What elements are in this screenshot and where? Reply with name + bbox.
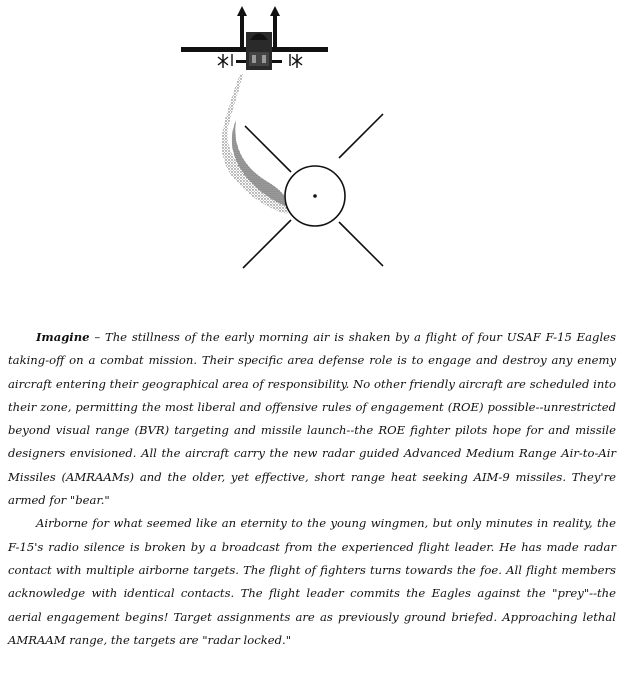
paragraph-2 <box>8 512 616 652</box>
illustration <box>0 0 628 320</box>
body-text <box>8 326 616 652</box>
missile-trail <box>222 74 290 214</box>
paragraph-1-text: – The stillness of the early morning air is shaken by a flight of four USAF F-15 Eagles taking-off on a combat mission. Their specific area defense role is to engage and destroy any enemy aircraft entering their geographical area of responsibility. No other friendly aircraft are scheduled into their zone, permitting the most liberal and offensive rules of engagement (ROE) possible--unrestricted beyond visual range (BVR) targeting and missile launch--the ROE fighter pilots hope for and missile designers envisioned. All the aircraft carry the new radar guided Advanced Medium Range Air-to-Air Missiles (AMRAAMs) and the older, yet effective, short range heat seeking AIM-9 missiles. They're armed for "bear." <box>8 330 616 508</box>
illustration-svg <box>0 0 628 320</box>
lead-word: Imagine <box>36 330 90 344</box>
paragraph-1 <box>8 326 616 512</box>
f15-aircraft-icon <box>181 6 328 70</box>
paragraph-2-text: Airborne for what seemed like an eternity to the young wingmen, but only minutes in reality, the F-15's radio silence is broken by a broadcast from the experienced flight leader. He has made radar contact with multiple airborne targets. The flight of fighters turns towards the foe. All flight members acknowledge with identical contacts. The flight leader commits the Eagles against the "prey"--the aerial engagement begins! Target assignments are as previously ground briefed. Approaching lethal AMRAAM range, the targets are "radar locked." <box>8 516 616 647</box>
